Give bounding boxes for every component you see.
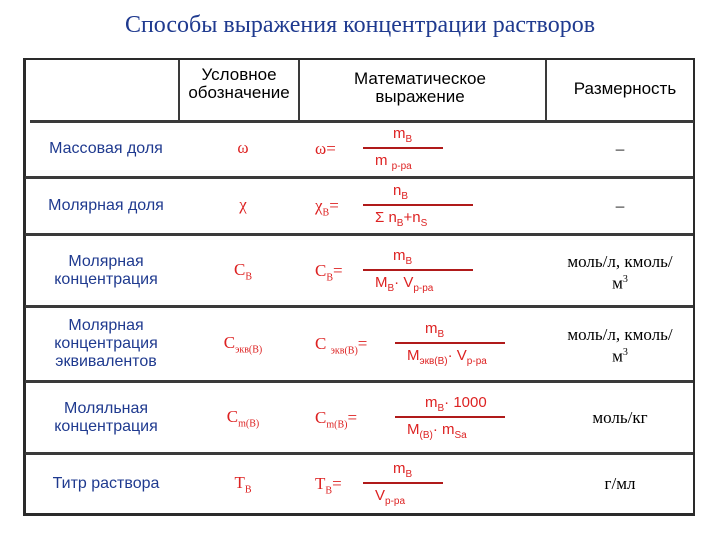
symbol-subscript: m(B): [238, 417, 260, 429]
denominator-subscript-2: р-ра: [413, 282, 434, 294]
header-divider: [298, 60, 300, 120]
denominator-subscript-2: S: [420, 218, 428, 229]
formula-lhs-text: C: [315, 260, 327, 280]
formula-lhs-subscript: m(B): [326, 418, 348, 430]
symbol-subscript: экв(B): [235, 344, 263, 356]
page-title: Способы выражения концентрации растворов: [124, 12, 596, 38]
denominator-subscript: р-ра: [385, 496, 406, 507]
formula-lhs-text: C: [315, 334, 331, 353]
numerator-subscript: B: [405, 255, 413, 267]
row-symbol: [198, 408, 288, 433]
formula-lhs: [315, 196, 339, 218]
row-name: [32, 253, 180, 289]
row-symbol: [198, 196, 288, 214]
formula-denominator: [375, 487, 405, 507]
denominator-subscript: р-ра: [391, 161, 412, 172]
row-name-text: Молярная концентрация эквивалентов: [54, 317, 158, 370]
denominator-tail: · V: [394, 273, 414, 291]
denominator-tail: · m: [432, 420, 455, 438]
fraction-bar: [395, 416, 505, 418]
numerator-subscript: B: [437, 329, 445, 340]
header-divider: [545, 60, 547, 120]
unit-text: –: [615, 196, 625, 215]
fraction-bar: [363, 482, 443, 484]
formula-denominator: [375, 274, 433, 294]
formula-lhs-subscript: B: [326, 271, 334, 283]
numerator-text: m: [393, 125, 406, 142]
row-formula: [315, 383, 545, 452]
denominator-subscript-2: Sa: [454, 429, 467, 441]
fraction-bar: [363, 147, 443, 149]
row-name-text: Титр раствора: [52, 475, 160, 492]
formula-equals: =: [357, 334, 368, 353]
denominator-text: M: [407, 420, 420, 438]
unit-text: г/мл: [604, 474, 636, 493]
unit-text: –: [615, 139, 625, 158]
symbol-text: T: [234, 473, 245, 492]
formula-lhs-text: T: [315, 474, 326, 493]
formula-numerator: [393, 182, 408, 202]
row-name: [32, 475, 180, 493]
formula-lhs: [315, 139, 336, 159]
numerator-text: m: [393, 460, 406, 477]
row-formula: [315, 455, 545, 513]
row-name: [32, 140, 180, 158]
formula-lhs: [315, 474, 342, 496]
row-unit: [560, 409, 680, 427]
row-symbol: [198, 334, 288, 359]
formula-numerator: [393, 125, 412, 145]
formula-lhs-subscript: экв(B): [330, 345, 358, 357]
symbol-text: C: [223, 333, 236, 352]
row-name-text: Молярная доля: [48, 197, 164, 214]
unit-text: моль/л, кмоль/м: [567, 251, 673, 293]
symbol-text: ω: [237, 138, 249, 157]
denominator-text: M: [375, 273, 388, 291]
numerator-text: m: [425, 393, 438, 411]
denominator-text: V: [375, 487, 386, 504]
row-formula: [315, 122, 545, 176]
symbol-subscript: B: [244, 484, 252, 496]
row-unit: [560, 140, 680, 158]
formula-lhs-subscript: B: [322, 207, 330, 219]
denominator-text: M: [407, 347, 420, 364]
header-divider: [178, 60, 180, 120]
formula-numerator: [393, 460, 412, 480]
denominator-subscript-2: р-ра: [466, 356, 487, 367]
formula-denominator: [407, 347, 487, 367]
formula-lhs-text: ω=: [315, 139, 336, 158]
numerator-text: m: [393, 246, 406, 264]
numerator-subscript: B: [437, 402, 445, 414]
formula-lhs: [315, 261, 343, 283]
row-unit: [560, 253, 680, 293]
unit-superscript: 3: [622, 273, 628, 285]
unit-text: моль/кг: [592, 407, 648, 427]
symbol-text: χ: [239, 195, 247, 214]
header-unit: Размерность: [573, 79, 677, 98]
denominator-text: m: [375, 152, 392, 169]
row-formula: [315, 236, 545, 305]
header-expression: Математическое выражение: [354, 69, 486, 106]
formula-denominator: [407, 421, 467, 441]
row-unit: [560, 197, 680, 215]
denominator-subscript: экв(B): [419, 356, 448, 367]
row-name: [32, 197, 180, 215]
row-formula: [315, 179, 545, 233]
numerator-text: m: [425, 320, 438, 337]
unit-text: моль/л, кмоль/м: [567, 325, 673, 366]
row-name: [32, 317, 180, 371]
formula-equals: =: [332, 474, 342, 493]
numerator-text: n: [393, 182, 402, 199]
denominator-tail: · V: [447, 347, 467, 364]
numerator-subscript: B: [405, 134, 413, 145]
formula-lhs: [315, 334, 367, 356]
formula-numerator: [425, 394, 487, 414]
denominator-subscript: (B): [419, 429, 433, 441]
row-unit: [560, 326, 680, 366]
denominator-tail: +n: [403, 209, 421, 226]
formula-lhs: [315, 408, 357, 430]
row-formula: [315, 308, 545, 380]
formula-denominator: [375, 152, 412, 172]
denominator-text: Σ n: [375, 209, 397, 226]
formula-lhs-subscript: B: [325, 485, 333, 497]
row-symbol: [198, 261, 288, 286]
fraction-bar: [363, 204, 473, 206]
formula-denominator: [375, 209, 427, 229]
symbol-text: C: [233, 259, 246, 279]
formula-equals: =: [347, 407, 358, 427]
formula-equals: =: [329, 196, 339, 215]
fraction-bar: [395, 342, 505, 344]
symbol-subscript: B: [245, 270, 252, 282]
fraction-bar: [363, 269, 473, 271]
unit-superscript: 3: [622, 347, 628, 358]
header-symbol: Условное обозначение: [188, 65, 290, 102]
numerator-subscript: B: [401, 191, 409, 202]
row-symbol: [198, 474, 288, 499]
row-name-text: Массовая доля: [49, 140, 163, 157]
numerator-subscript: B: [405, 469, 413, 480]
numerator-tail: · 1000: [444, 393, 487, 411]
row-name-text: Моляльная концентрация: [54, 399, 158, 435]
formula-equals: =: [333, 260, 343, 280]
formula-numerator: [393, 247, 412, 267]
denominator-subscript: B: [396, 218, 404, 229]
formula-numerator: [425, 320, 444, 340]
formula-lhs-text: C: [315, 407, 327, 427]
row-name-text: Молярная концентрация: [54, 252, 158, 288]
formula-lhs-text: χ: [315, 196, 323, 215]
denominator-subscript: B: [387, 282, 395, 294]
row-symbol: [198, 139, 288, 157]
row-unit: [560, 475, 680, 493]
row-name: [32, 400, 180, 436]
symbol-text: C: [226, 406, 239, 426]
